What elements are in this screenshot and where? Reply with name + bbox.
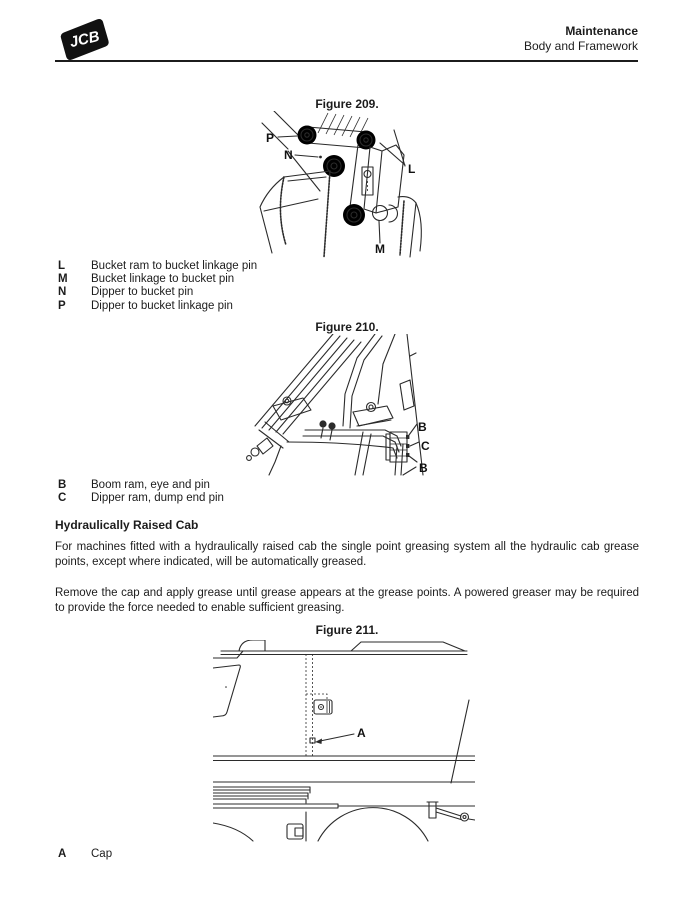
legend-key: C (58, 492, 67, 505)
legend-key: M (58, 273, 68, 286)
jcb-logo-icon (55, 17, 115, 65)
figure-211-callout-leader (310, 734, 354, 744)
callout-p: P (266, 131, 275, 145)
section-heading: Hydraulically Raised Cab (55, 518, 199, 532)
figure-210-title: Figure 210. (315, 320, 379, 334)
legend-key: A (58, 848, 67, 860)
figure-211-title: Figure 211. (315, 623, 379, 637)
header-section-title: Maintenance (565, 24, 638, 38)
callout-b-top: B (418, 420, 427, 434)
callout-c: C (421, 439, 430, 453)
middle-clamp (353, 403, 393, 427)
legend-row (58, 260, 257, 273)
legend-row (58, 848, 112, 861)
right-bracket (398, 197, 421, 257)
figure-210-drawing (245, 334, 460, 476)
legend-key: B (58, 479, 67, 491)
cab-body-lines (213, 700, 475, 783)
figure-210-legend (58, 479, 224, 505)
dipper-hatching (262, 111, 368, 191)
hose-run (269, 430, 403, 475)
legend-desc: Dipper to bucket pin (91, 286, 194, 299)
legend-row (58, 286, 257, 299)
figure-211-legend (58, 848, 112, 861)
cab-roof (213, 640, 467, 658)
legend-key: P (58, 299, 66, 312)
legend-desc: Cap (91, 848, 113, 860)
mudflap-linkage (427, 802, 475, 821)
legend-key: L (58, 260, 66, 272)
bucket-link-bar (298, 126, 376, 150)
right-structure (400, 334, 423, 475)
figure-211-drawing (213, 640, 475, 842)
legend-desc: Boom ram, eye and pin (91, 479, 210, 491)
legend-row (58, 300, 257, 313)
figure-209-drawing (258, 111, 473, 261)
bucket-shape (260, 171, 330, 257)
header-subsection-title: Body and Framework (523, 39, 638, 53)
figure-209-callout-leaders (278, 130, 405, 243)
callout-a: A (357, 726, 366, 740)
legend-desc: Bucket linkage to bucket pin (91, 273, 235, 286)
legend-desc: Bucket ram to bucket linkage pin (91, 260, 258, 272)
step-bracket (287, 812, 306, 841)
callout-m: M (375, 242, 385, 256)
legend-row (58, 479, 224, 492)
legend-row (58, 273, 257, 286)
figure-209-legend (58, 260, 257, 313)
pillar-strip (306, 654, 313, 758)
svg-text:JCB: JCB (68, 27, 102, 52)
callout-l: L (408, 162, 416, 176)
page-header (524, 24, 638, 54)
callout-b-bottom: B (419, 461, 428, 475)
hose-bundle (255, 334, 395, 434)
link-plates (350, 145, 404, 213)
cab-window (213, 665, 240, 717)
pin-bosses (323, 155, 398, 226)
legend-key: N (58, 286, 67, 299)
callout-n: N (284, 148, 293, 162)
header-rule (55, 60, 638, 62)
figure-209-title: Figure 209. (315, 97, 379, 111)
cap-fitting (306, 694, 332, 714)
section-paragraph-1: For machines fitted with a hydraulically raised cab the single point greasing system all the hydraulic cab grease points, except where indicated, will be automatically greased. (55, 541, 639, 568)
legend-row (58, 492, 224, 505)
legend-desc: Dipper ram, dump end pin (91, 492, 224, 505)
wheel-arches (213, 808, 428, 841)
legend-desc: Dipper to bucket linkage pin (91, 299, 233, 312)
section-paragraph-2: Remove the cap and apply grease until grease appears at the grease points. A powered greaser may be required to provide the force needed to enable sufficient greasing. (55, 587, 639, 614)
